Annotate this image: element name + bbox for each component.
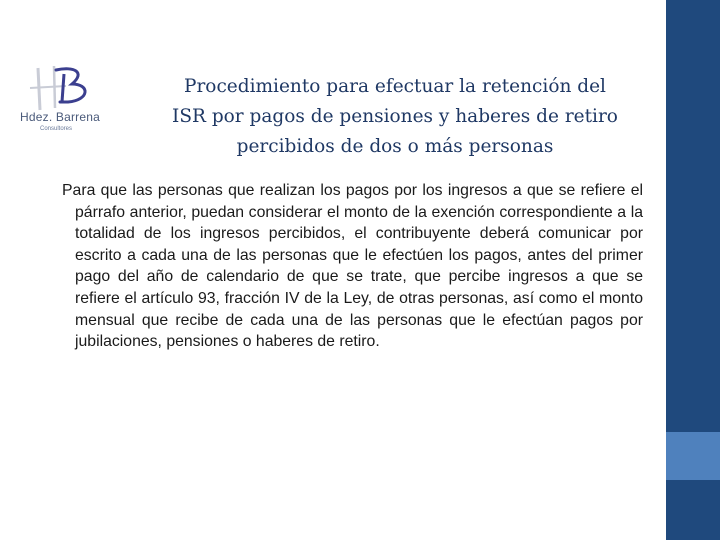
logo-name: Hdez. Barrena <box>20 110 100 124</box>
slide-title <box>150 72 640 162</box>
body-paragraph: Para que las personas que realizan los pagos por los ingresos a que se refiere el párrafo anterior, puedan considerar el monto de la exención correspondiente a la totalidad de los ingresos percibidos, el contribuyente deberá comunicar por escrito a cada una de las personas que le efectúen los pagos, antes del primer pago del año de calendario de que se trate, que percibe ingresos a que se refiere el artículo 93, fracción IV de la Ley, de otras personas, así como el monto mensual que recibe de cada una de las personas que le efectúan pagos por jubilaciones, pensiones o haberes de retiro. <box>62 182 643 351</box>
company-logo <box>10 62 102 142</box>
title-line-1: Procedimiento para efectuar la retención del <box>184 76 606 97</box>
logo-subtitle: Consultores <box>40 126 73 132</box>
title-line-3: percibidos de dos o más personas <box>236 136 554 157</box>
side-bar-accent <box>666 432 720 480</box>
side-bar-bottom <box>666 480 720 540</box>
side-bar-dark <box>666 0 720 432</box>
title-line-2: ISR por pagos de pensiones y haberes de retiro <box>172 106 618 127</box>
